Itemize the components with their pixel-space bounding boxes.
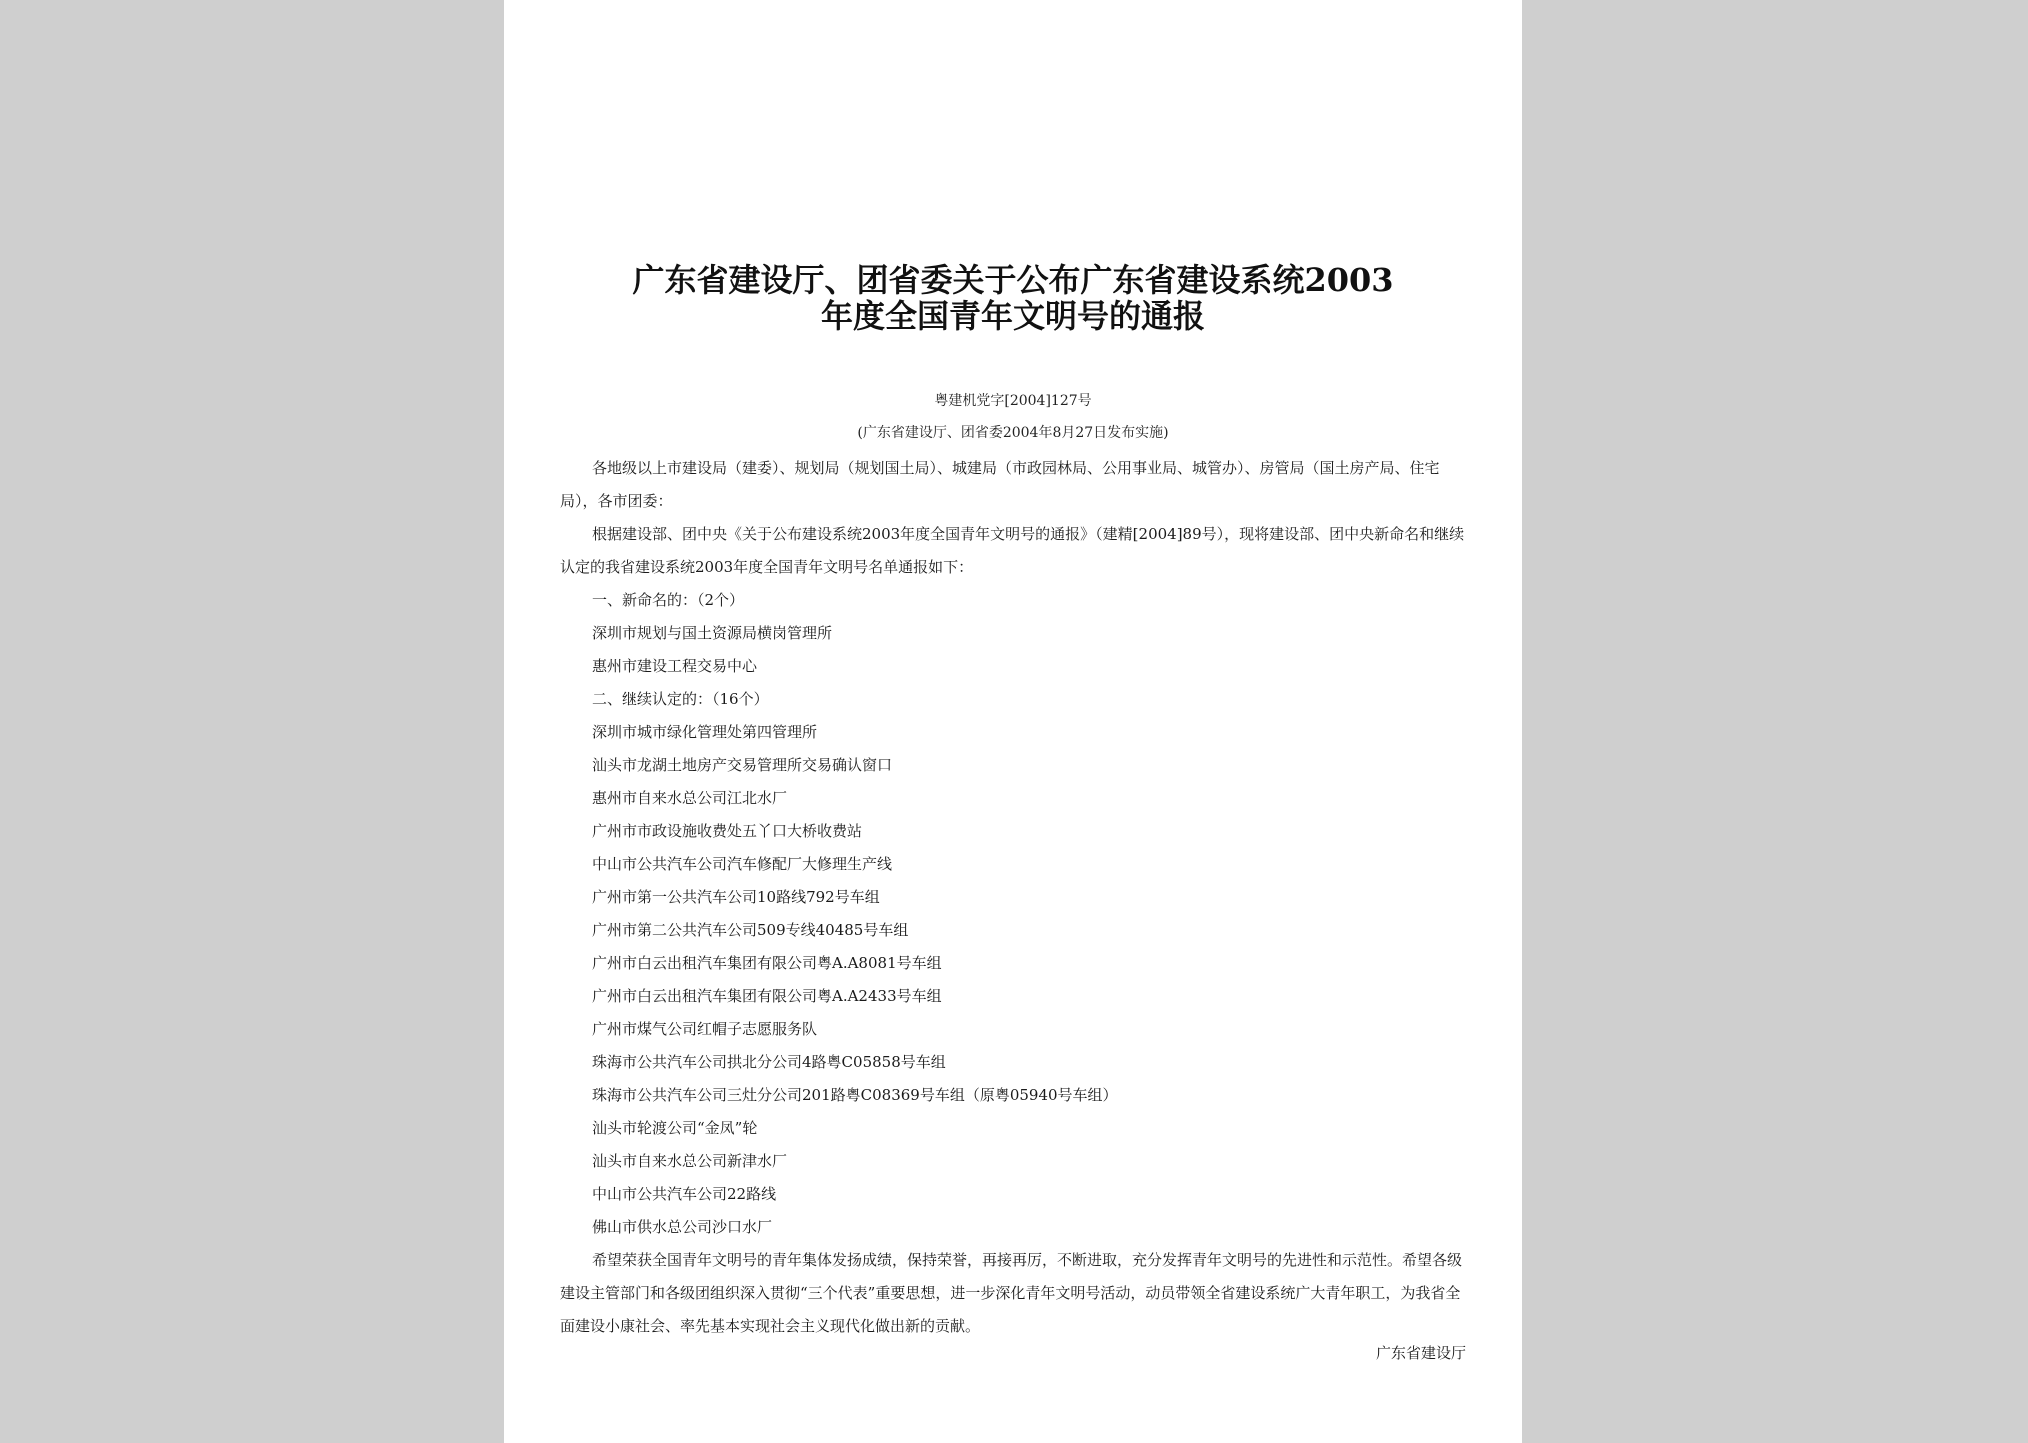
title-line-2: 年度全国青年文明号的通报 <box>820 297 1205 335</box>
list-item: 汕头市自来水总公司新津水厂 <box>592 1152 788 1170</box>
list-item: 广州市白云出租汽车集团有限公司粤A.A2433号车组 <box>592 987 942 1005</box>
list-item: 汕头市轮渡公司“金凤”轮 <box>592 1119 758 1137</box>
list-item: 佛山市供水总公司沙口水厂 <box>592 1218 773 1236</box>
list-item: 广州市白云出租汽车集团有限公司粤A.A8081号车组 <box>592 954 942 972</box>
list-item: 广州市第二公共汽车公司509专线40485号车组 <box>592 921 909 939</box>
title-line-1: 广东省建设厅、团省委关于公布广东省建设系统2003 <box>632 261 1394 299</box>
section-heading: 一、新命名的：（2个） <box>592 591 745 609</box>
list-item: 广州市第一公共汽车公司10路线792号车组 <box>592 888 880 906</box>
list-item: 广州市煤气公司红帽子志愿服务队 <box>592 1020 818 1038</box>
issue-info: (广东省建设厅、团省委2004年8月27日发布实施) <box>857 425 1169 441</box>
list-item: 广州市市政设施收费处五丫口大桥收费站 <box>592 822 863 840</box>
document-body <box>560 452 1470 1343</box>
list-item: 珠海市公共汽车公司三灶分公司201路粤C08369号车组（原粤05940号车组） <box>592 1086 1118 1104</box>
signature: 广东省建设厅 <box>1375 1344 1466 1362</box>
document-title <box>504 262 1522 334</box>
list-item: 深圳市规划与国土资源局横岗管理所 <box>592 624 833 642</box>
list-item: 中山市公共汽车公司22路线 <box>592 1185 777 1203</box>
addressee-paragraph: 各地级以上市建设局（建委）、规划局（规划国土局）、城建局（市政园林局、公用事业局、城管办）、房管局（国土房产局、住宅局），各市团委： <box>560 459 1440 510</box>
list-item: 惠州市建设工程交易中心 <box>592 657 758 675</box>
list-item: 惠州市自来水总公司江北水厂 <box>592 789 788 807</box>
list-item: 汕头市龙湖土地房产交易管理所交易确认窗口 <box>592 756 893 774</box>
intro-paragraph: 根据建设部、团中央《关于公布建设系统2003年度全国青年文明号的通报》（建精[2004]89号），现将建设部、团中央新命名和继续认定的我省建设系统2003年度全国青年文明号名单通报如下： <box>560 525 1465 576</box>
section-heading: 二、继续认定的：（16个） <box>592 690 769 708</box>
list-item: 深圳市城市绿化管理处第四管理所 <box>592 723 818 741</box>
list-item: 珠海市公共汽车公司拱北分公司4路粤C05858号车组 <box>592 1053 946 1071</box>
list-item: 中山市公共汽车公司汽车修配厂大修理生产线 <box>592 855 893 873</box>
document-page <box>504 0 1522 1443</box>
document-number: 粤建机党字[2004]127号 <box>934 393 1092 409</box>
closing-paragraph: 希望荣获全国青年文明号的青年集体发扬成绩，保持荣誉，再接再厉，不断进取，充分发挥青年文明号的先进性和示范性。希望各级建设主管部门和各级团组织深入贯彻“三个代表”重要思想，进一步深化青年文明号活动，动员带领全省建设系统广大青年职工，为我省全面建设小康社会、率先基本实现社会主义现代化做出新的贡献。 <box>560 1251 1463 1335</box>
